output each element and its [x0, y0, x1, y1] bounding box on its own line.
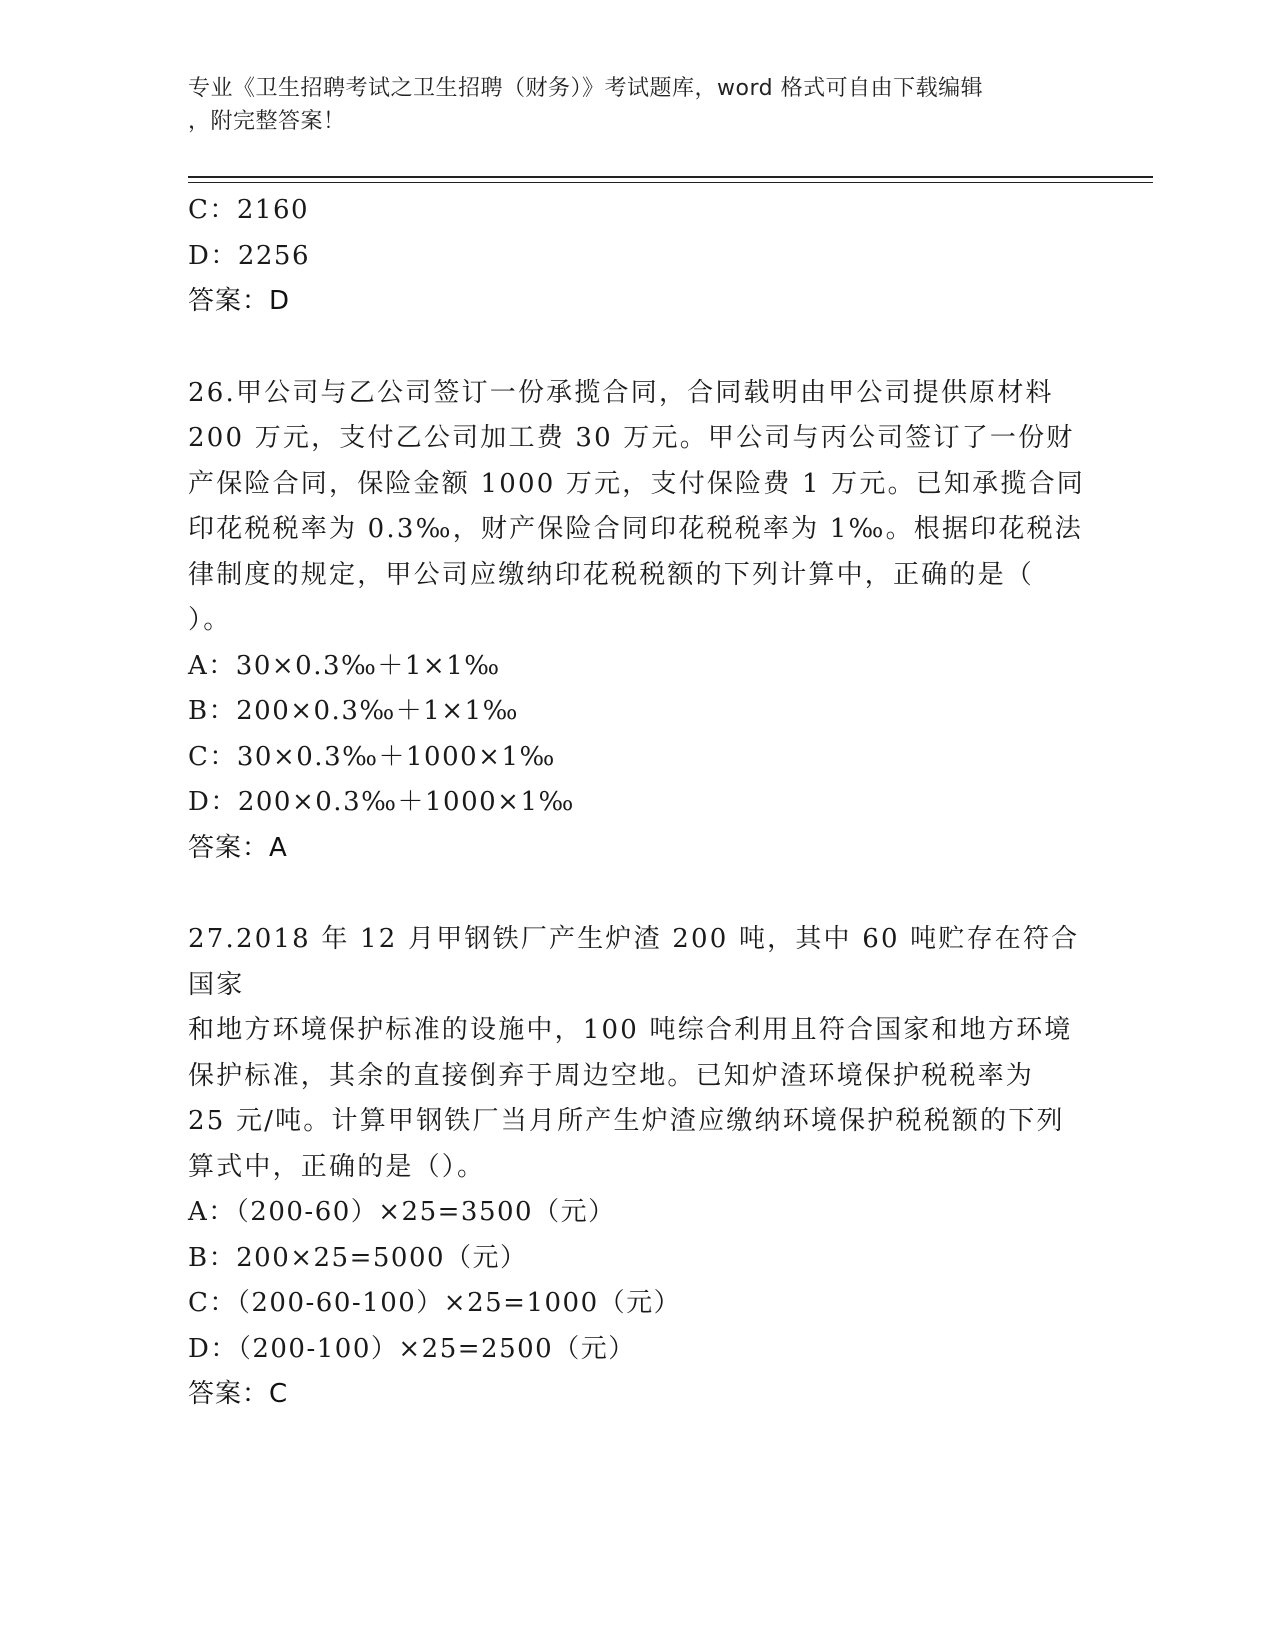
answer-line: 答案：A [188, 832, 288, 863]
option-b: B：200×0.3‰＋1×1‰ [188, 696, 520, 726]
question-text-line: 27.2018 年 12 月甲钢铁厂产生炉渣 200 吨，其中 60 吨贮存在符合国家 [188, 924, 1080, 1000]
option-d: D：2256 [188, 240, 311, 271]
question-text-line: 产保险合同，保险金额 1000 万元，支付保险费 1 万元。已知承揽合同 [188, 468, 1085, 499]
option-d: D：200×0.3‰＋1000×1‰ [188, 787, 575, 817]
option-b: B：200×25=5000（元） [188, 1242, 528, 1273]
question-text-line: ）。 [188, 605, 232, 635]
spacer [188, 871, 1093, 917]
previous-question-tail [188, 188, 1093, 325]
header-divider-thin [188, 182, 1153, 183]
option-a: A：（200-60）×25=3500（元） [188, 1197, 616, 1227]
question-text-line: 200 万元，支付乙公司加工费 30 万元。甲公司与丙公司签订了一份财 [188, 423, 1075, 453]
answer-line: 答案：C [188, 1379, 289, 1409]
header-title-line-1: 专业《卫生招聘考试之卫生招聘（财务）》考试题库，word 格式可自由下载编辑 [188, 76, 984, 101]
question-26 [188, 371, 1093, 872]
option-c: C：30×0.3‰＋1000×1‰ [188, 741, 556, 772]
header-title-line-2: ，附完整答案！ [188, 109, 346, 134]
page-content [188, 188, 1093, 1418]
option-c: C：（200-60-100）×25=1000（元） [188, 1288, 682, 1318]
answer-line: 答案：D [188, 286, 291, 316]
option-d: D：（200-100）×25=2500（元） [188, 1333, 636, 1364]
option-c: C：2160 [188, 195, 310, 225]
question-text-line: 和地方环境保护标准的设施中，100 吨综合利用且符合国家和地方环境 [188, 1015, 1073, 1045]
question-text-line: 印花税税率为 0.3‰，财产保险合同印花税税率为 1‰。根据印花税法 [188, 514, 1083, 544]
question-text-line: 律制度的规定，甲公司应缴纳印花税税额的下列计算中，正确的是（ [188, 559, 1035, 590]
question-text-line: 保护标准，其余的直接倒弃于周边空地。已知炉渣环境保护税税率为 [188, 1060, 1035, 1091]
question-27 [188, 917, 1093, 1418]
option-a: A：30×0.3‰＋1×1‰ [188, 650, 501, 681]
question-text-line: 25 元/吨。计算甲钢铁厂当月所产生炉渣应缴纳环境保护税税额的下列 [188, 1106, 1065, 1136]
spacer [188, 325, 1093, 371]
header-divider-thick [188, 176, 1153, 178]
page-header [188, 72, 1068, 138]
question-text-line: 26.甲公司与乙公司签订一份承揽合同，合同载明由甲公司提供原材料 [188, 377, 1054, 408]
question-text-line: 算式中，正确的是（）。 [188, 1151, 486, 1182]
